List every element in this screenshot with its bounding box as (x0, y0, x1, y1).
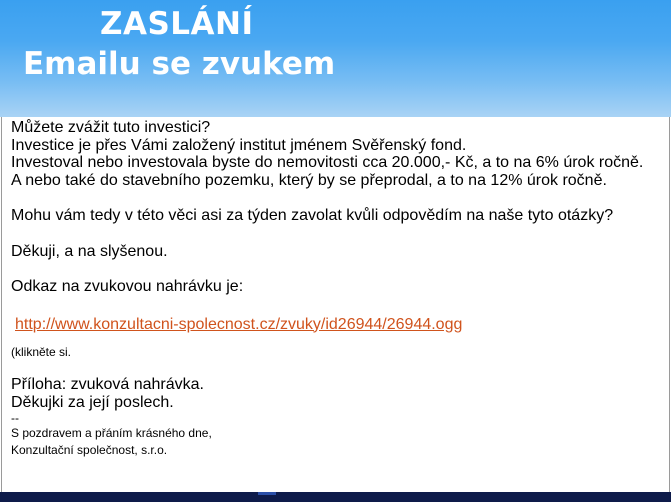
slide-title-line1: ZASLÁNÍ (100, 6, 254, 42)
bottom-bar-mark (258, 492, 276, 495)
email-line: Můžete zvážit tuto investici? (11, 119, 211, 136)
slide-bottom-bar (0, 492, 671, 502)
email-line: Investoval nebo investovala byste do nemovitosti cca 20.000,- Kč, a to na 6% úrok ročně. (11, 154, 644, 171)
email-line: A nebo také do stavebního pozemku, který by se přeprodal, a to na 12% úrok ročně. (11, 171, 607, 189)
attachment-line: Příloha: zvuková nahrávka. (11, 376, 204, 393)
cropped-text-remnant (132, 117, 292, 118)
email-thanks: Děkuji, a na slyšenou. (11, 242, 168, 260)
slide-title-line2: Emailu se zvukem (23, 46, 336, 82)
signature-company: Konzultační společnost, s.r.o. (11, 443, 168, 457)
email-body-text (11, 119, 661, 458)
signature-dashes: -- (11, 411, 19, 425)
attachment-thanks: Děkujki za její poslech. (11, 393, 174, 411)
email-line: Investice je přes Vámi založený institut jménem Svěřenský fond. (11, 136, 467, 154)
email-link-intro: Odkaz na zvukovou nahrávku je: (11, 278, 244, 295)
slide-title-banner (0, 0, 671, 117)
email-body-screenshot (1, 117, 670, 492)
click-hint: (klikněte si. (11, 345, 72, 359)
signature-greeting: S pozdravem a přáním krásného dne, (11, 426, 212, 440)
audio-recording-link[interactable]: http://www.konzultacni-spolecnost.cz/zvuky/id26944/26944.ogg (15, 315, 463, 333)
email-question: Mohu vám tedy v této věci asi za týden zavolat kvůli odpovědím na naše tyto otázky? (11, 207, 614, 224)
